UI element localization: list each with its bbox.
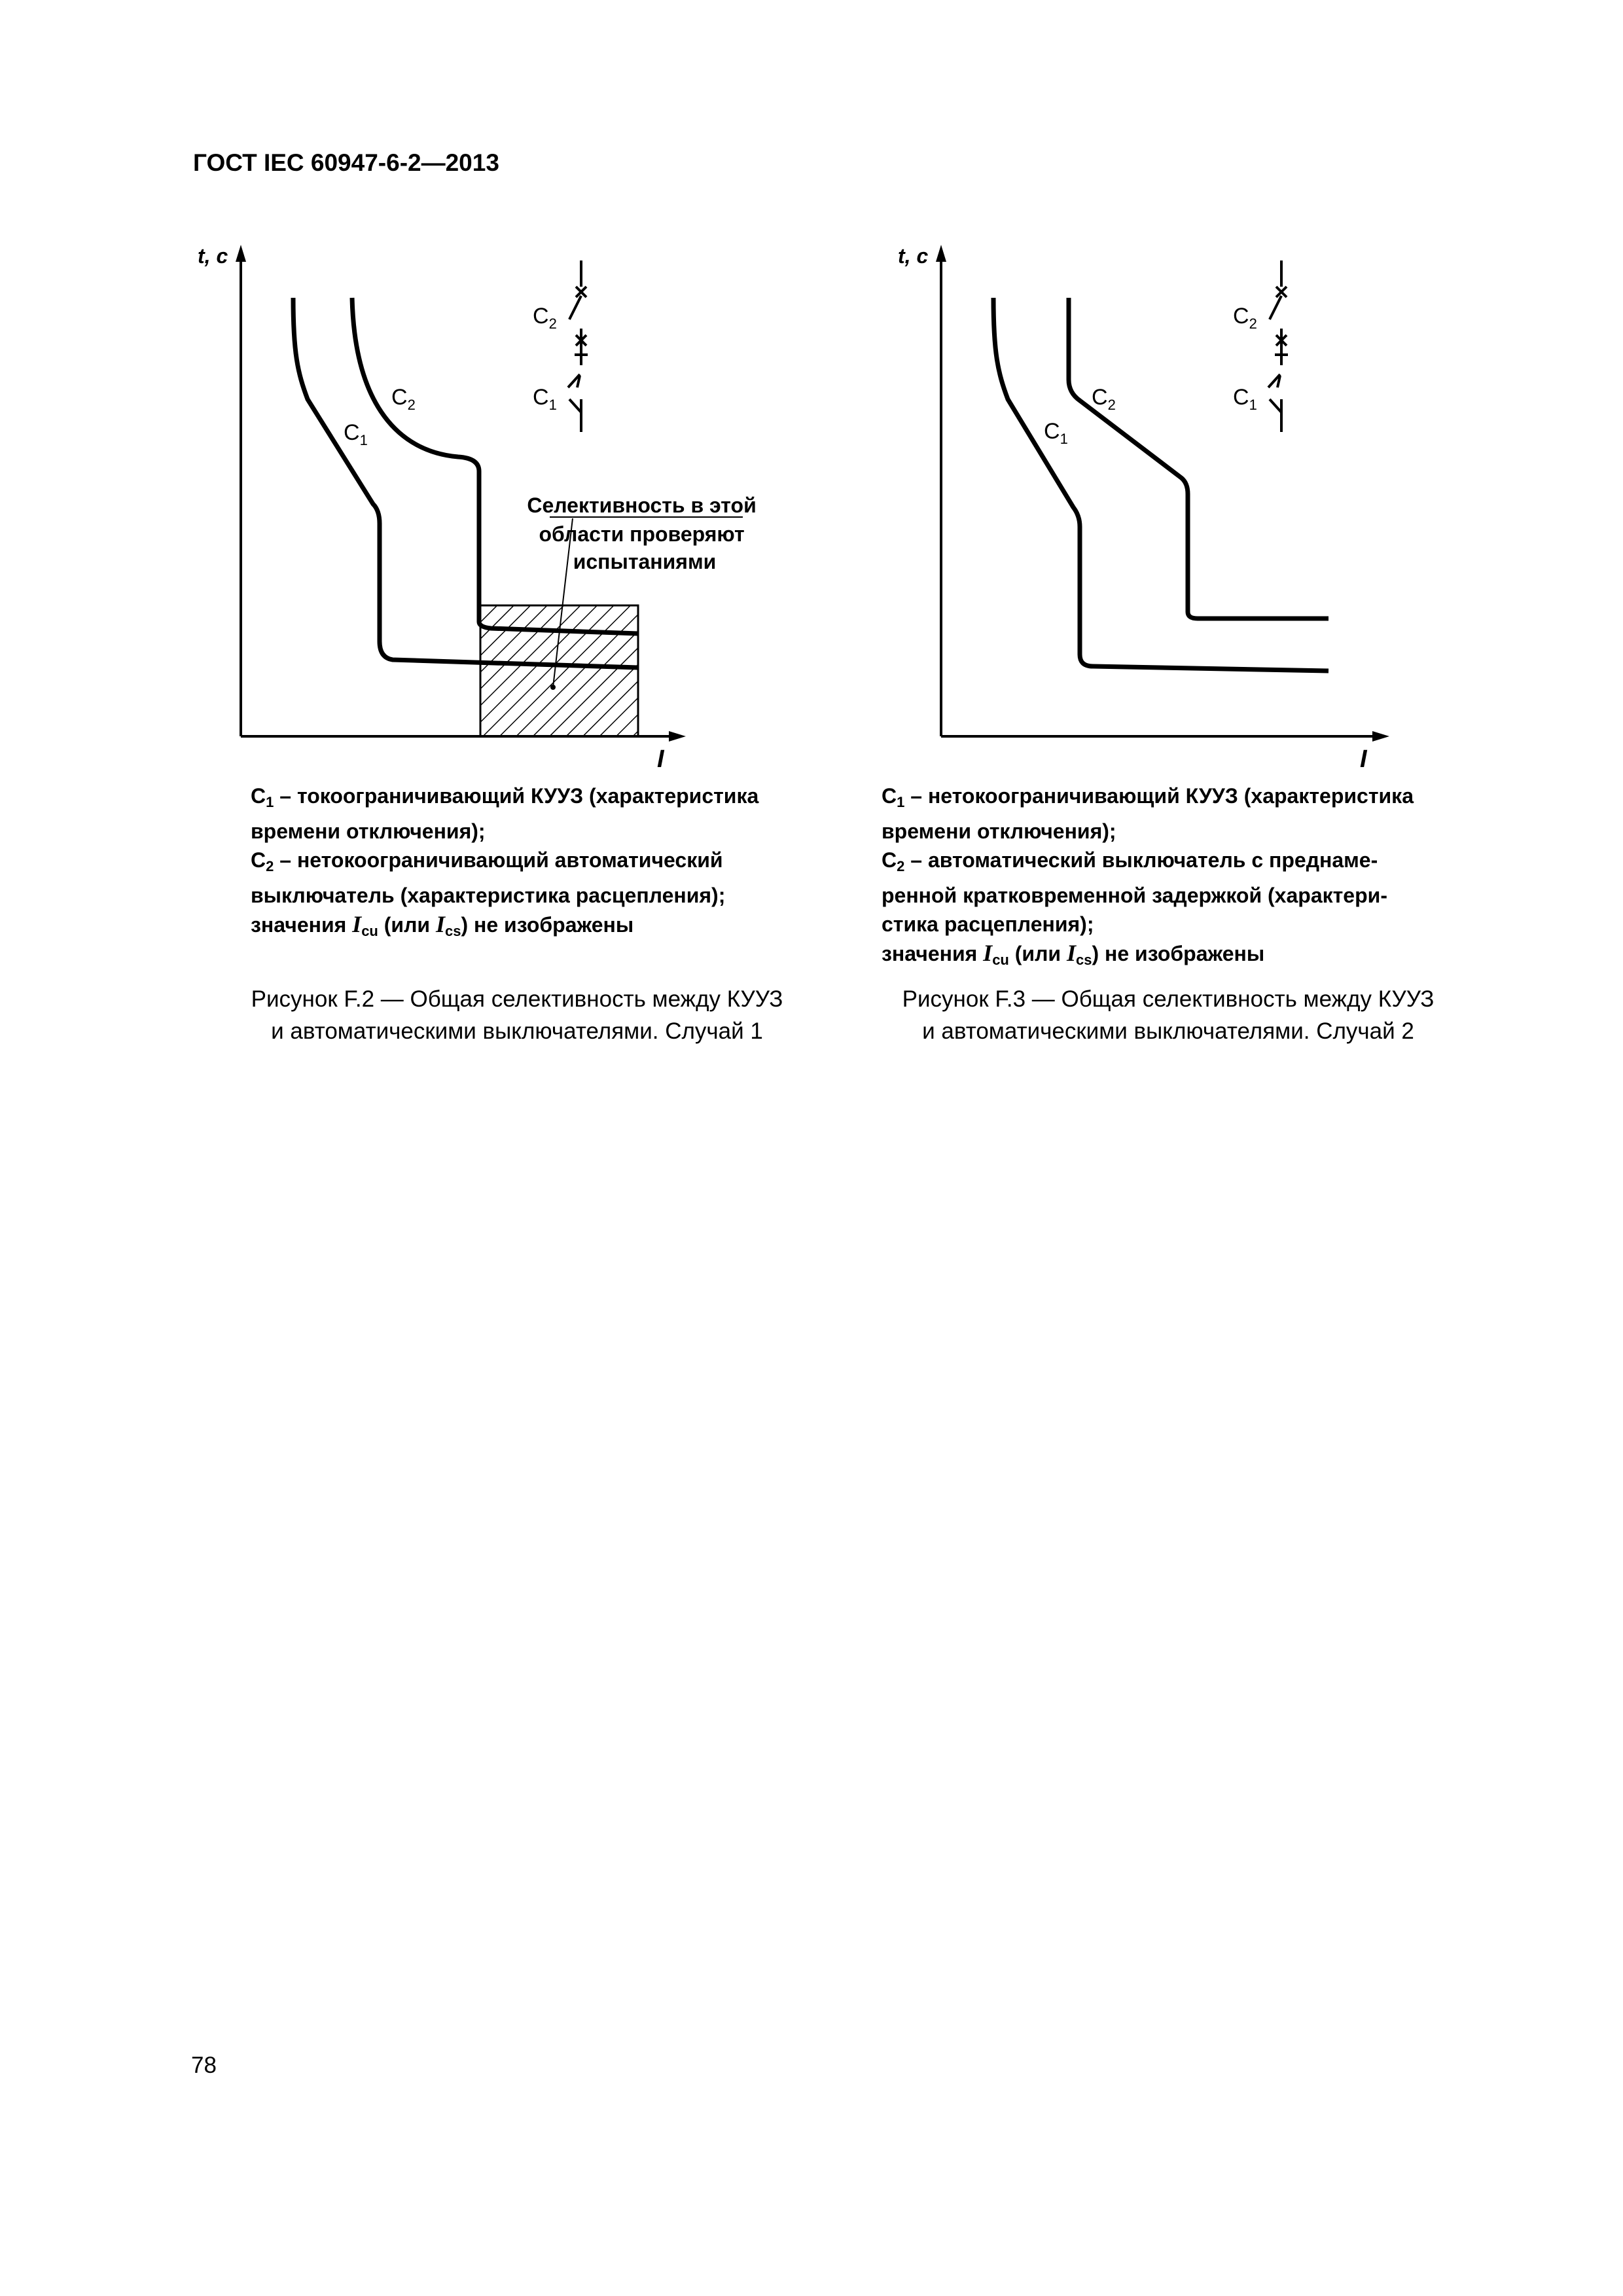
curve-c1-label: $C_1$ xyxy=(344,420,368,448)
x-axis-label: I xyxy=(1360,745,1367,773)
legend-c2-cont: ренной кратковременной задержкой (характери- xyxy=(882,884,1387,907)
legend-c1: $C_1$ – нетокоограничивающий КУУЗ (характеристика xyxy=(882,784,1414,810)
legend-values: значения $I_{cu}$ (или $I_{cs}$) не изображены xyxy=(251,911,634,939)
legend-values: значения $I_{cu}$ (или $I_{cs}$) не изображены xyxy=(882,940,1265,968)
page-number: 78 xyxy=(191,2053,217,2078)
y-axis-label: t, c xyxy=(198,244,228,268)
x-axis-label: I xyxy=(657,745,664,773)
caption-f3 xyxy=(867,983,1469,1047)
curve-c2 xyxy=(352,298,638,634)
legend-c1-cont: времени отключения); xyxy=(882,819,1116,843)
x-axis-arrow xyxy=(1372,731,1389,742)
device-c1-label: $C_1$ xyxy=(1233,385,1257,413)
legend-c2-cont2: стика расцепления); xyxy=(882,912,1094,936)
y-axis-arrow xyxy=(236,245,246,262)
legend-c1: $C_1$ – токоограничивающий КУУЗ (характеристика xyxy=(251,784,759,810)
device-c2-label: $C_2$ xyxy=(1233,304,1257,332)
legend-c2: $C_2$ – нетокоограничивающий автоматический xyxy=(251,848,723,874)
curve-c1-label: $C_1$ xyxy=(1044,419,1068,447)
device-symbol xyxy=(568,260,588,432)
y-axis-arrow xyxy=(936,245,946,262)
figure-f3 xyxy=(883,236,1407,792)
caption-f2 xyxy=(216,983,818,1047)
legend-c2-cont: выключатель (характеристика расцепления); xyxy=(251,884,726,907)
caption-f2-line1: Рисунок F.2 — Общая селективность между КУУЗ xyxy=(251,986,783,1012)
y-axis-label: t, c xyxy=(898,244,929,268)
selectivity-test-area xyxy=(480,605,638,736)
device-symbol xyxy=(1268,260,1288,432)
note-leader-dot xyxy=(550,685,556,690)
legend-c2: $C_2$ – автоматический выключатель с преднаме- xyxy=(882,848,1378,874)
legend-f3 xyxy=(882,781,1414,975)
legend-c1-cont: времени отключения); xyxy=(251,819,486,843)
figure-f2 xyxy=(183,236,851,792)
curve-c2-label: $C_2$ xyxy=(1092,385,1116,413)
legend-f2 xyxy=(251,781,758,946)
device-c2-label: $C_2$ xyxy=(533,304,557,332)
selectivity-note: Селективность в этой области проверяют испытаниями xyxy=(527,493,757,573)
caption-f2-line2: и автоматическими выключателями. Случай 1 xyxy=(271,1018,763,1044)
document-header: ГОСТ IEC 60947-6-2—2013 xyxy=(193,149,499,176)
device-c1-label: $C_1$ xyxy=(533,385,557,413)
caption-f3-line2: и автоматическими выключателями. Случай 2 xyxy=(922,1018,1414,1044)
x-axis-arrow xyxy=(669,731,686,742)
caption-f3-line1: Рисунок F.3 — Общая селективность между КУУЗ xyxy=(902,986,1435,1012)
curve-c2 xyxy=(1069,298,1329,619)
curve-c2-label: $C_2$ xyxy=(391,385,416,413)
